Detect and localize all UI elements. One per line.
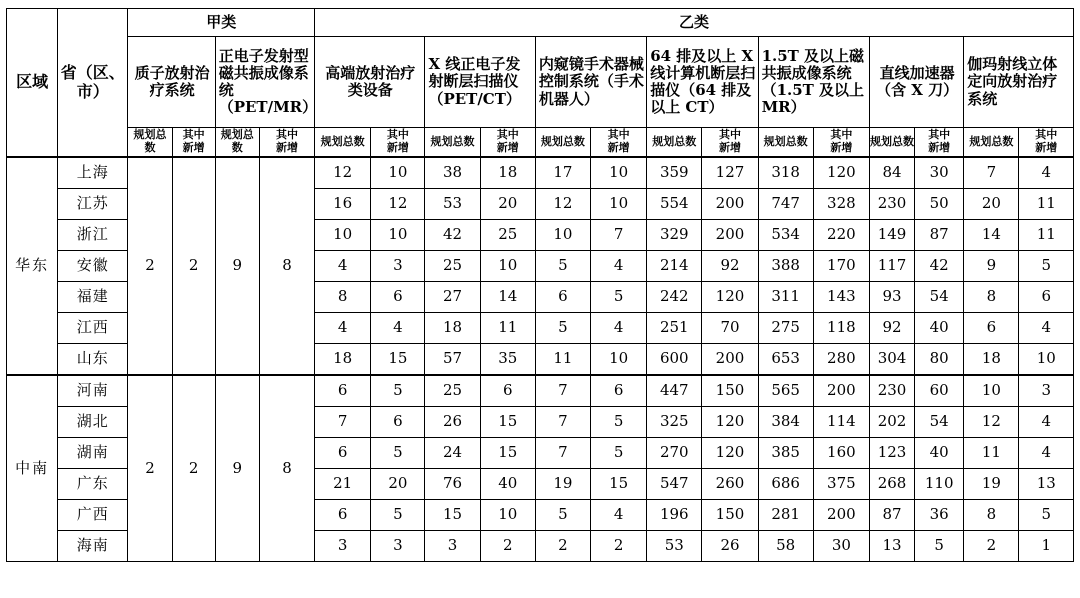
value-cell: 114: [813, 407, 869, 438]
value-cell: 93: [869, 282, 914, 313]
header-planned-total: 规划总数: [647, 128, 702, 158]
header-of-which-new: [371, 128, 425, 158]
value-cell: 143: [813, 282, 869, 313]
value-cell: 6: [315, 438, 371, 469]
value-cell: 304: [869, 344, 914, 376]
province-cell: 山东: [58, 344, 128, 376]
value-cell: 92: [869, 313, 914, 344]
value-cell: 7: [591, 220, 647, 251]
value-cell: 196: [647, 500, 702, 531]
value-cell: 3: [371, 531, 425, 562]
value-cell: 24: [425, 438, 480, 469]
value-cell: 25: [480, 220, 535, 251]
value-cell: 5: [1019, 251, 1074, 282]
value-cell: 12: [964, 407, 1019, 438]
value-cell: 54: [915, 282, 964, 313]
value-cell: 38: [425, 157, 480, 189]
value-cell: 11: [1019, 220, 1074, 251]
value-cell: 120: [702, 407, 758, 438]
value-cell: 42: [915, 251, 964, 282]
value-cell: 447: [647, 375, 702, 407]
value-cell: 127: [702, 157, 758, 189]
category-a-value-cell: 8: [259, 157, 314, 375]
value-cell: 534: [758, 220, 813, 251]
value-cell: 7: [315, 407, 371, 438]
value-cell: 11: [480, 313, 535, 344]
header-of-which-new: [259, 128, 314, 158]
category-a-value-cell: 9: [215, 375, 259, 562]
value-cell: 268: [869, 469, 914, 500]
header-equipment-7: 1.5T 及以上磁共振成像系统（1.5T 及以上 MR）: [758, 37, 869, 128]
value-cell: 149: [869, 220, 914, 251]
value-cell: 42: [425, 220, 480, 251]
value-cell: 15: [480, 438, 535, 469]
header-category-a: 甲类: [128, 9, 315, 37]
value-cell: 18: [315, 344, 371, 376]
value-cell: 4: [1019, 438, 1074, 469]
header-planned-total: 规划总数: [315, 128, 371, 158]
value-cell: 13: [1019, 469, 1074, 500]
header-new-added: 新增: [718, 141, 741, 154]
value-cell: 388: [758, 251, 813, 282]
value-cell: 565: [758, 375, 813, 407]
value-cell: 120: [702, 282, 758, 313]
value-cell: 16: [315, 189, 371, 220]
value-cell: 4: [371, 313, 425, 344]
value-cell: 2: [591, 531, 647, 562]
value-cell: 15: [371, 344, 425, 376]
value-cell: 20: [964, 189, 1019, 220]
value-cell: 18: [480, 157, 535, 189]
value-cell: 8: [964, 282, 1019, 313]
value-cell: 15: [480, 407, 535, 438]
value-cell: 10: [371, 220, 425, 251]
header-of-which-new: [172, 128, 215, 158]
province-cell: 江西: [58, 313, 128, 344]
value-cell: 6: [315, 500, 371, 531]
value-cell: 170: [813, 251, 869, 282]
value-cell: 76: [425, 469, 480, 500]
province-cell: 广西: [58, 500, 128, 531]
value-cell: 58: [758, 531, 813, 562]
value-cell: 4: [1019, 157, 1074, 189]
header-equipment-4: X 线正电子发射断层扫描仪（PET/CT）: [425, 37, 535, 128]
header-equipment-3: 高端放射治疗类设备: [315, 37, 425, 128]
value-cell: 5: [591, 438, 647, 469]
category-a-value-cell: 9: [215, 157, 259, 375]
header-equipment-5: 内窥镜手术器械控制系统（手术机器人）: [535, 37, 646, 128]
province-cell: 广东: [58, 469, 128, 500]
value-cell: 200: [813, 375, 869, 407]
value-cell: 7: [964, 157, 1019, 189]
value-cell: 359: [647, 157, 702, 189]
value-cell: 6: [371, 407, 425, 438]
value-cell: 7: [535, 407, 590, 438]
value-cell: 150: [702, 500, 758, 531]
value-cell: 6: [371, 282, 425, 313]
header-equipment-2: 正电子发射型磁共振成像系统（PET/MR）: [215, 37, 314, 128]
region-cell: 华东: [7, 157, 58, 375]
value-cell: 10: [1019, 344, 1074, 376]
header-new-added: 新增: [275, 141, 298, 154]
value-cell: 9: [964, 251, 1019, 282]
province-cell: 安徽: [58, 251, 128, 282]
value-cell: 554: [647, 189, 702, 220]
province-cell: 上海: [58, 157, 128, 189]
value-cell: 8: [315, 282, 371, 313]
value-cell: 600: [647, 344, 702, 376]
value-cell: 3: [315, 531, 371, 562]
header-of-which: 其中: [928, 128, 951, 142]
value-cell: 10: [591, 189, 647, 220]
value-cell: 120: [702, 438, 758, 469]
value-cell: 6: [964, 313, 1019, 344]
value-cell: 10: [535, 220, 590, 251]
header-of-which-new: [591, 128, 647, 158]
value-cell: 230: [869, 189, 914, 220]
value-cell: 26: [425, 407, 480, 438]
header-category-b: 乙类: [315, 9, 1074, 37]
value-cell: 5: [535, 500, 590, 531]
header-of-which: 其中: [182, 128, 205, 142]
value-cell: 5: [591, 282, 647, 313]
category-a-value-cell: 8: [259, 375, 314, 562]
table-row: [7, 157, 1074, 189]
value-cell: 375: [813, 469, 869, 500]
header-equipment-6: 64 排及以上 X 线计算机断层扫描仪（64 排及以上 CT）: [647, 37, 758, 128]
province-cell: 福建: [58, 282, 128, 313]
value-cell: 25: [425, 375, 480, 407]
value-cell: 230: [869, 375, 914, 407]
value-cell: 318: [758, 157, 813, 189]
header-planned-total: 规划总数: [215, 128, 259, 158]
value-cell: 2: [480, 531, 535, 562]
header-of-which-new: [480, 128, 535, 158]
value-cell: 14: [964, 220, 1019, 251]
region-cell: 中南: [7, 375, 58, 562]
value-cell: 311: [758, 282, 813, 313]
header-of-which: 其中: [718, 128, 741, 142]
value-cell: 30: [813, 531, 869, 562]
header-province: 省（区、市）: [58, 9, 128, 158]
header-of-which-new: [915, 128, 964, 158]
value-cell: 653: [758, 344, 813, 376]
header-equipment-1: 质子放射治疗系统: [128, 37, 215, 128]
value-cell: 12: [371, 189, 425, 220]
value-cell: 3: [371, 251, 425, 282]
value-cell: 275: [758, 313, 813, 344]
value-cell: 3: [1019, 375, 1074, 407]
value-cell: 12: [535, 189, 590, 220]
value-cell: 6: [535, 282, 590, 313]
value-cell: 10: [315, 220, 371, 251]
value-cell: 4: [315, 251, 371, 282]
value-cell: 160: [813, 438, 869, 469]
header-of-which: 其中: [607, 128, 630, 142]
value-cell: 54: [915, 407, 964, 438]
value-cell: 53: [647, 531, 702, 562]
header-planned-total: 规划总数: [535, 128, 590, 158]
value-cell: 10: [480, 251, 535, 282]
value-cell: 202: [869, 407, 914, 438]
header-of-which: 其中: [275, 128, 298, 142]
value-cell: 10: [964, 375, 1019, 407]
header-planned-total: 规划总数: [425, 128, 480, 158]
value-cell: 92: [702, 251, 758, 282]
value-cell: 15: [425, 500, 480, 531]
value-cell: 40: [480, 469, 535, 500]
value-cell: 35: [480, 344, 535, 376]
value-cell: 4: [1019, 407, 1074, 438]
value-cell: 329: [647, 220, 702, 251]
value-cell: 200: [813, 500, 869, 531]
value-cell: 4: [591, 313, 647, 344]
header-of-which: 其中: [830, 128, 853, 142]
header-new-added: 新增: [830, 141, 853, 154]
value-cell: 200: [702, 344, 758, 376]
category-a-value-cell: 2: [128, 375, 172, 562]
value-cell: 17: [535, 157, 590, 189]
header-of-which: 其中: [386, 128, 409, 142]
category-a-value-cell: 2: [172, 157, 215, 375]
value-cell: 686: [758, 469, 813, 500]
header-new-added: 新增: [607, 141, 630, 154]
value-cell: 7: [535, 438, 590, 469]
value-cell: 5: [591, 407, 647, 438]
value-cell: 8: [964, 500, 1019, 531]
value-cell: 6: [480, 375, 535, 407]
value-cell: 10: [480, 500, 535, 531]
province-cell: 湖北: [58, 407, 128, 438]
value-cell: 50: [915, 189, 964, 220]
value-cell: 21: [315, 469, 371, 500]
value-cell: 5: [371, 375, 425, 407]
value-cell: 25: [425, 251, 480, 282]
value-cell: 6: [315, 375, 371, 407]
value-cell: 214: [647, 251, 702, 282]
value-cell: 53: [425, 189, 480, 220]
value-cell: 20: [480, 189, 535, 220]
value-cell: 200: [702, 220, 758, 251]
header-planned-total: 规划总数: [128, 128, 172, 158]
value-cell: 5: [915, 531, 964, 562]
value-cell: 6: [1019, 282, 1074, 313]
value-cell: 18: [425, 313, 480, 344]
value-cell: 110: [915, 469, 964, 500]
header-new-added: 新增: [182, 141, 205, 154]
value-cell: 57: [425, 344, 480, 376]
value-cell: 87: [915, 220, 964, 251]
value-cell: 220: [813, 220, 869, 251]
header-of-which-new: [813, 128, 869, 158]
value-cell: 84: [869, 157, 914, 189]
value-cell: 150: [702, 375, 758, 407]
header-of-which-new: [1019, 128, 1074, 158]
value-cell: 5: [371, 500, 425, 531]
value-cell: 251: [647, 313, 702, 344]
value-cell: 5: [535, 251, 590, 282]
header-of-which: 其中: [496, 128, 519, 142]
value-cell: 281: [758, 500, 813, 531]
value-cell: 14: [480, 282, 535, 313]
province-cell: 海南: [58, 531, 128, 562]
value-cell: 4: [315, 313, 371, 344]
header-new-added: 新增: [386, 141, 409, 154]
value-cell: 200: [702, 189, 758, 220]
value-cell: 11: [1019, 189, 1074, 220]
value-cell: 27: [425, 282, 480, 313]
value-cell: 12: [315, 157, 371, 189]
category-a-value-cell: 2: [128, 157, 172, 375]
value-cell: 70: [702, 313, 758, 344]
value-cell: 10: [591, 157, 647, 189]
header-new-added: 新增: [928, 141, 951, 154]
value-cell: 60: [915, 375, 964, 407]
province-cell: 湖南: [58, 438, 128, 469]
value-cell: 19: [535, 469, 590, 500]
header-new-added: 新增: [1035, 141, 1058, 154]
value-cell: 40: [915, 313, 964, 344]
value-cell: 2: [964, 531, 1019, 562]
value-cell: 13: [869, 531, 914, 562]
value-cell: 270: [647, 438, 702, 469]
value-cell: 242: [647, 282, 702, 313]
value-cell: 30: [915, 157, 964, 189]
header-region: 区域: [7, 9, 58, 158]
value-cell: 26: [702, 531, 758, 562]
province-cell: 河南: [58, 375, 128, 407]
header-equipment-8: 直线加速器（含 X 刀）: [869, 37, 963, 128]
value-cell: 11: [535, 344, 590, 376]
header-of-which-new: [702, 128, 758, 158]
value-cell: 10: [591, 344, 647, 376]
value-cell: 328: [813, 189, 869, 220]
value-cell: 117: [869, 251, 914, 282]
value-cell: 385: [758, 438, 813, 469]
value-cell: 2: [535, 531, 590, 562]
value-cell: 7: [535, 375, 590, 407]
value-cell: 4: [591, 251, 647, 282]
value-cell: 87: [869, 500, 914, 531]
value-cell: 80: [915, 344, 964, 376]
header-equipment-9: 伽玛射线立体定向放射治疗系统: [964, 37, 1074, 128]
value-cell: 6: [591, 375, 647, 407]
table-row: [7, 375, 1074, 407]
value-cell: 15: [591, 469, 647, 500]
value-cell: 5: [1019, 500, 1074, 531]
value-cell: 747: [758, 189, 813, 220]
value-cell: 3: [425, 531, 480, 562]
value-cell: 260: [702, 469, 758, 500]
value-cell: 5: [535, 313, 590, 344]
header-planned-total: 规划总数: [964, 128, 1019, 158]
value-cell: 123: [869, 438, 914, 469]
province-cell: 浙江: [58, 220, 128, 251]
value-cell: 11: [964, 438, 1019, 469]
header-of-which: 其中: [1035, 128, 1058, 142]
header-planned-total: 规划总数: [869, 128, 914, 158]
value-cell: 1: [1019, 531, 1074, 562]
value-cell: 325: [647, 407, 702, 438]
value-cell: 10: [371, 157, 425, 189]
value-cell: 4: [591, 500, 647, 531]
value-cell: 40: [915, 438, 964, 469]
value-cell: 4: [1019, 313, 1074, 344]
table-body: [7, 157, 1074, 562]
value-cell: 36: [915, 500, 964, 531]
value-cell: 20: [371, 469, 425, 500]
category-a-value-cell: 2: [172, 375, 215, 562]
value-cell: 18: [964, 344, 1019, 376]
header-new-added: 新增: [496, 141, 519, 154]
province-cell: 江苏: [58, 189, 128, 220]
header-planned-total: 规划总数: [758, 128, 813, 158]
value-cell: 280: [813, 344, 869, 376]
value-cell: 547: [647, 469, 702, 500]
value-cell: 118: [813, 313, 869, 344]
equipment-plan-table: [6, 8, 1074, 562]
value-cell: 5: [371, 438, 425, 469]
value-cell: 384: [758, 407, 813, 438]
value-cell: 19: [964, 469, 1019, 500]
value-cell: 120: [813, 157, 869, 189]
